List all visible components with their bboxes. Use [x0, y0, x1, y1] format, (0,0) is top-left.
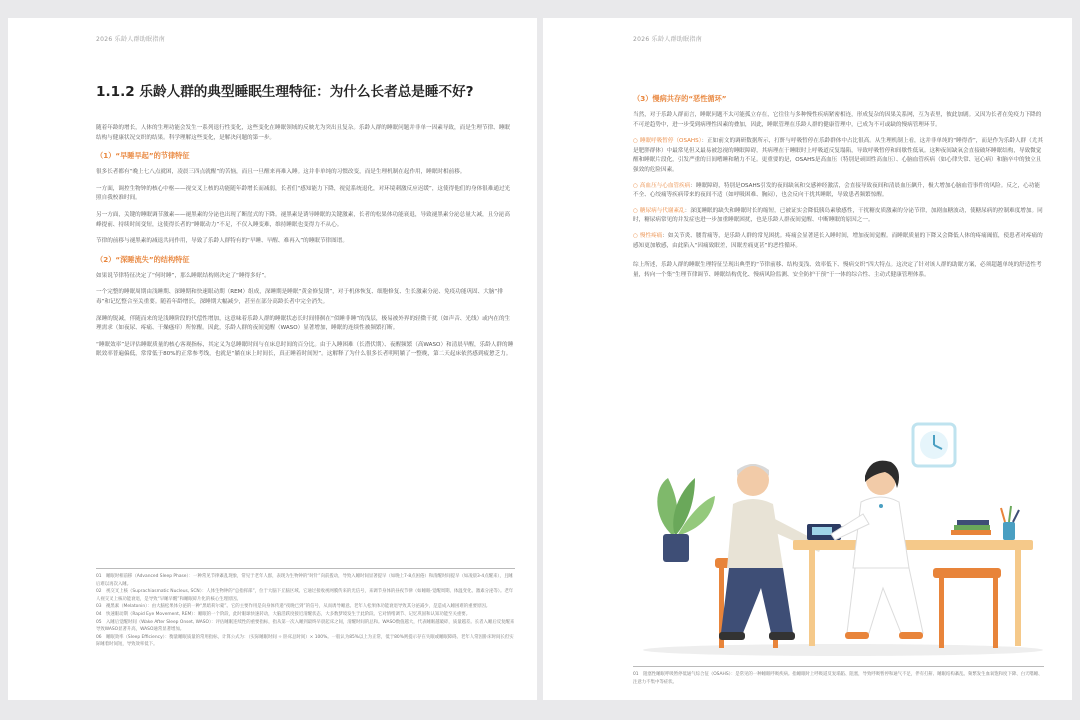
paragraph: 如果说节律特征决定了“何时睡”，那么睡眠结构则决定了“睡得多好”。 — [96, 272, 270, 279]
item-text: ：睡眠障碍，特别是OSAHS引发的夜间缺氧和交感神经激活，会直接导致夜间和清晨血压飙升，极大增加心脑血管事件的风险。反之，心功能不全、心绞痛等疾病带来的夜间不适（如呼吸困难、胸闷），也会反向干扰其睡眠，导致患者频繁惊醒。 — [633, 182, 1040, 199]
paragraph: 很多长者都有“晚上七八点就困，凌晨三四点就醒”的苦恼，而且一旦醒来再难入睡。这并非单纯的习惯改变，而是生理机制在起作用，睡眠时相前移。 — [96, 169, 466, 176]
footnote: 02 视交叉上核（Suprachiasmatic Nucleus, SCN）：人体生物钟的“总指挥部”，位于大脑下丘脑区域。它通过接收视网膜传来的光信号，来调节身体的昼夜节律（如睡眠-觉醒周期、体温变化、激素分泌等）。老年人视交叉上核功能衰退，是导致“早睡早醒”和睡眠碎片化的核心生理原因。 — [96, 589, 514, 602]
right-page — [543, 18, 1072, 700]
right-body — [633, 94, 1044, 287]
paragraph: 一方面，调控生物钟的核心中枢——视交叉上核的功能随年龄增长而减弱，长者们“感知能力下降，视觉系统退化，对环境刺激反应迟缓”，这使得他们的身体很难通过光照自我校准时间。 — [96, 185, 511, 202]
section-heading-structure: （2）“深睡流失”的结构特征 — [96, 254, 190, 264]
item-text: ：正如前文的调研数据所示，打鼾与呼吸暂停在乐龄群体中占比很高。从生理机制上看，这并非单纯的“睡得香”，而是作为乐龄人群（尤其是肥胖群体）中最常见但又最易被忽视的睡眠障碍，其病理在于睡眠时上呼吸道反复塌陷，导致呼吸暂停和间歇性低氧。这种夜间缺氧会直接破坏睡眠结构，导致微觉醒和睡眠片段化，引发严重的日间嗜睡和精力不足。更重要的是，OSAHS是高血压（特别是顽固性高血压）、心脑血管疾病（如心律失常、冠心病）和脑卒中的独立且强效的危险因素。 — [633, 138, 1043, 173]
bullet-icon: ○ — [633, 232, 638, 239]
footnote: 05 入睡后觉醒时间（Wake After Sleep Onset, WASO）：评估睡眠连续性的重要指标，指从第一次入睡到最终早晨起床之间，清醒时间的总和。WASO数值越大，代表睡眠越破碎，质量越差。长者入睡后反复醒来导致WASO显著升高，WASO通常显著增加。 — [96, 619, 515, 633]
paragraph: “睡眠效率”是评估睡眠质量的核心客观指标，其定义为总睡眠时间与在床总时间的百分比。由于入睡困难（长潜伏期）、夜醒频繁（高WASO）和清晨早醒，乐龄人群的睡眠效率普遍偏低，常常低于80%的正常参考线，也就是“躺在床上时间长，真正睡着时间短”。这解释了为什么很多长者明明躺了一整晚，第二天起床依然感到疲惫乏力。 — [96, 341, 514, 358]
bullet-icon: ○ — [633, 138, 638, 145]
left-page — [8, 18, 537, 700]
item-text: ：深度睡眠的缺失和睡眠时长的缩短，已被证实会降低胰岛素敏感性，干扰糖皮质激素的分泌节律，加剧血糖波动，使糖尿病的控制难度增加。同时，糖尿病常见的并发症也进一步加重睡眠困扰，也是乐龄人群夜间觉醒、中断睡眠的原因之一。 — [633, 207, 1043, 224]
paragraph: 一个完整的睡眠周期由浅睡期、深睡期和快速眼动期（REM）组成，深睡期是睡眠“黄金修复期”，对于机体恢复、细胞修复、生长激素分泌、免疫功能巩固、大脑“排毒”和记忆整合至关重要。随着年龄增长，深睡期大幅减少，甚至在部分高龄长者中完全消失。 — [96, 289, 503, 305]
list-item-osahs — [633, 137, 1044, 175]
books-icon — [951, 520, 991, 535]
footnotes — [633, 666, 1044, 686]
item-tag: 糖尿病与代谢紊乱 — [639, 207, 685, 214]
page-title: 1.1.2 乐龄人群的典型睡眠生理特征：为什么长者总是睡不好? — [96, 84, 474, 100]
running-head: 2026 乐龄人群助眠指南 — [633, 36, 703, 43]
footnote: 06 睡眠效率（Sleep Efficiency）：衡量睡眠质量的常用指标，计算公式为：（实际睡眠时间 ÷ 卧床总时间）× 100%。一般认为85%以上为正常，低于80%则提示存在失眠或睡眠障碍。老年人常因卧床时间长但实际睡着时间短，导致效率低下。 — [96, 634, 514, 648]
bullet-icon: ○ — [633, 207, 638, 214]
section-heading-rhythm: （1）“早睡早起”的节律特征 — [96, 151, 190, 161]
elderly-patient — [719, 464, 823, 640]
footnote: 03 褪黑素（Melatonin）：由大脑松果体分泌的一种“黑暗荷尔蒙”。它的主要作用是向身体传递“夜晚已到”的信号，从而诱导睡意。老年人松果体功能衰退导致其分泌减少，是造成入睡困难的重要原因。 — [96, 604, 491, 610]
blood-pressure-illustration — [633, 418, 1044, 658]
conclusion-paragraph: 综上所述，乐龄人群的睡眠生理特征呈现出典型的“节律前移、结构变浅、效率低下、慢病交织”四大特点。这决定了针对该人群的助眠方案，必须超越单纯的舒适性考量，转向一个集“生理节律调节、睡眠结构优化、慢病风险监测、安全防护干预”于一体的综合性、主动式健康管理体系。 — [633, 262, 1042, 278]
doctor-chair — [933, 568, 1001, 648]
footnote: 01 阻塞性睡眠呼吸暂停低通气综合征（OSAHS）：是常见的一种睡眠呼吸疾病。指睡眠时上呼吸道反复塌陷、阻塞，导致呼吸暂停和通气不足，伴有打鼾、睡眠结构紊乱、频繁发生血氧饱和度下降、白天嗜睡、注意力不集中等症状。 — [633, 672, 1043, 685]
left-body — [96, 124, 515, 550]
floor-shadow — [643, 644, 1043, 656]
list-item-pain — [633, 232, 1044, 251]
footnote: 01 睡眠时相前移（Advanced Sleep Phase）：一种常见节律紊乱现象，常见于老年人群，表现为生物钟的“时针”向前拨动，导致入睡时间显著提早（如晚上7-8点困倦）和清醒时间提早（如凌晨3-4点醒来），且睡后难以再次入睡。 — [96, 574, 513, 587]
item-text: ：如关节炎、腰背痛等，是乐龄人群的常见困扰。疼痛会显著延长入睡时间，增加夜间觉醒。而睡眠质量的下降又会降低人体的疼痛阈值，使患者对疼痛的感知更加敏感，由此陷入“因痛致眠差，因眠差痛更甚”的恶性循环。 — [633, 232, 1043, 249]
running-head: 2026 乐龄人群助眠指南 — [96, 36, 166, 43]
paragraph: 另一方面，关键的睡眠调节激素——褪黑素的分泌也出现了断崖式的下降。褪黑素是诱导睡眠的关键激素，长者的松果体功能衰退，导致褪黑素分泌总量大减，且分泌高峰提前、持续时间变短，这使得长者的“睡眠动力”不足，不仅入睡变难，维持睡眠也变得力不从心。 — [96, 211, 510, 228]
section-heading-chronic: （3）慢病共存的“恶性循环” — [633, 94, 727, 103]
plant-icon — [657, 478, 715, 562]
list-item-hypertension — [633, 182, 1044, 201]
paragraph: 深睡的锐减，伴随而来的是浅睡阶段的代偿性增加，这意味着乐龄人群的睡眠状态长时间徘徊在“似睡非睡”的浅层，极易被外界的轻微干扰（如声音、光线）或内在的生理需求（如夜尿、疼痛、干燥瘙痒）所惊醒。因此，乐龄人群的夜间觉醒（WASO）显著增加，睡眠的连续性被频繁打断。 — [96, 315, 511, 332]
bullet-icon: ○ — [633, 182, 638, 189]
intro-paragraph: 随着年龄的增长，人体的生理功能会发生一系列退行性变化，这些变化在睡眠领域的反映尤为突出且复杂。乐龄人群的睡眠问题并非单一因素导致，而是生理节律、睡眠结构与健康状况交织的结果。科学理解这些变化，是解决问题的第一步。 — [96, 125, 510, 141]
footnotes — [96, 568, 515, 649]
footnote: 04 快速眼动期（Rapid Eye Movement, REM）：睡眠的一个阶段，此时眼球快速转动，大脑活跃度接近清醒状态，大多数梦境发生于此阶段。它对情绪调节、记忆巩固和认知功能至关重要。 — [96, 611, 471, 617]
paragraph: 节律的前移与褪黑素的减退共同作用，导致了乐龄人群特有的“早睡、早醒、难再入”的睡眠节律图谱。 — [96, 238, 348, 245]
item-tag: 高血压与心血管疾病 — [639, 182, 691, 189]
item-tag: 慢性疼痛 — [639, 232, 663, 239]
item-tag: 睡眠呼吸暂停（OSAHS） — [639, 138, 702, 145]
paragraph: 当然，对于乐龄人群而言，睡眠问题不太可能孤立存在，它往往与多种慢性疾病紧密相连，形成复杂的因果关系网，互为表里，彼此加剧。又因为长者在免疫力下降的不可逆趋势中，进一步受到病理性因素的叠加，因此，睡眠管理在乐龄人群的健康管理中，已成为不可或缺的慢病管理环节。 — [633, 112, 1042, 128]
clock-icon — [913, 424, 955, 466]
list-item-diabetes — [633, 207, 1044, 226]
pen-cup-icon — [1001, 506, 1019, 540]
